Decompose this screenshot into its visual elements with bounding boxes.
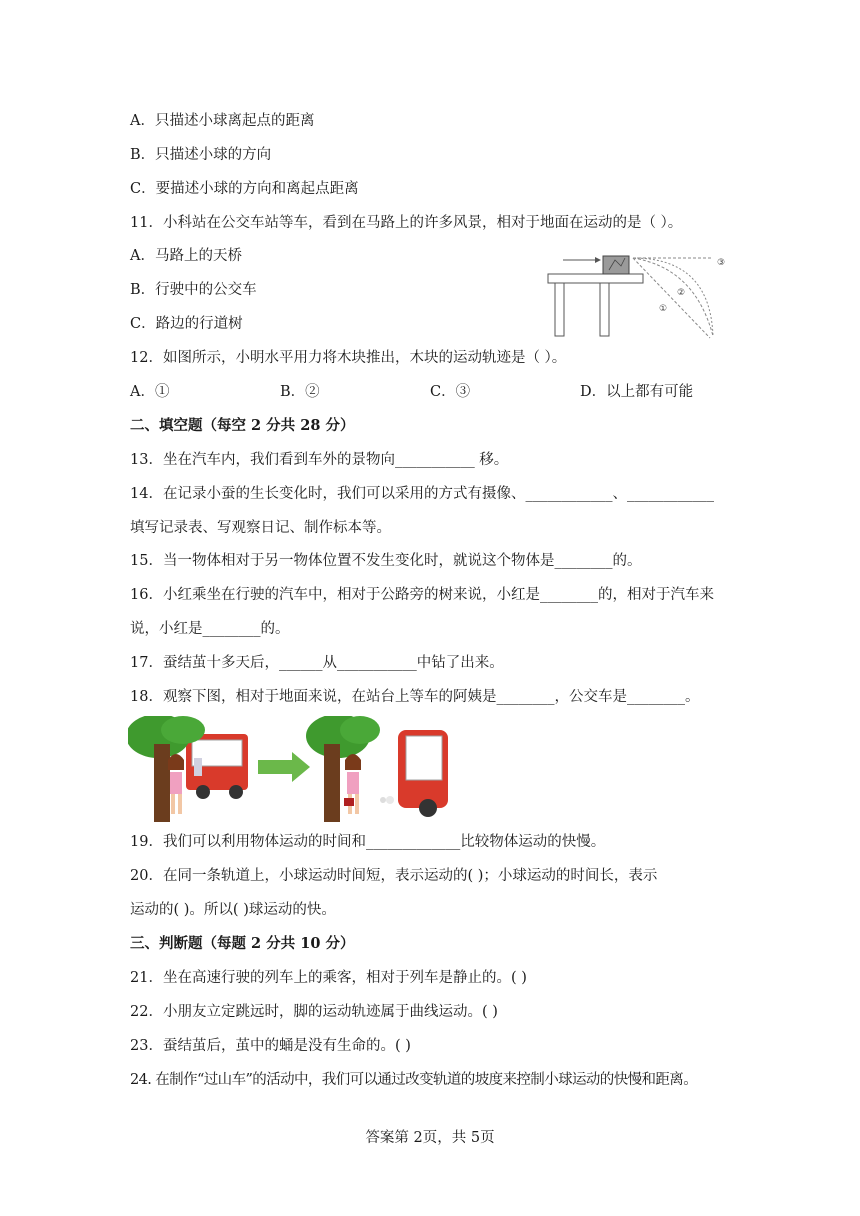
- q12-option-a: A．①: [130, 384, 170, 400]
- q24: 24. 在制作“过山车”的活动中，我们可以通过改变轨道的坡度来控制小球运动的快慢和距离。: [130, 1072, 698, 1088]
- q10-option-b: B．只描述小球的方向: [130, 147, 272, 163]
- q18: 18．观察下图，相对于地面来说，在站台上等车的阿姨是________，公交车是________。: [130, 689, 700, 705]
- q14-line2: 填写记录表、写观察日记、制作标本等。: [130, 520, 391, 536]
- q10-option-c: C．要描述小球的方向和离起点距离: [130, 181, 359, 197]
- trajectory-label-3: ③: [717, 258, 726, 268]
- section3-title: 三、判断题（每题 2 分共 10 分）: [130, 935, 355, 952]
- section2-title: 二、填空题（每空 2 分共 28 分）: [130, 417, 355, 434]
- q13: 13．坐在汽车内，我们看到车外的景物向___________ 移。: [130, 452, 509, 468]
- q16-line1: 16．小红乘坐在行驶的汽车中，相对于公路旁的树来说，小红是________的，相对于汽车来: [130, 587, 714, 603]
- q23: 23．蚕结茧后，茧中的蛹是没有生命的。( ): [130, 1038, 411, 1054]
- q19: 19．我们可以利用物体运动的时间和_____________比较物体运动的快慢。: [130, 834, 606, 850]
- q11-stem: 11．小科站在公交车站等车，看到在马路上的许多风景，相对于地面在运动的是（ ）。: [130, 215, 683, 231]
- q12-option-c: C．③: [430, 384, 471, 400]
- trajectory-label-1: ①: [659, 304, 668, 314]
- trajectory-label-2: ②: [677, 288, 686, 298]
- q14-line1: 14．在记录小蚕的生长变化时，我们可以采用的方式有摄像、____________、____________: [130, 486, 714, 502]
- q12-stem: 12．如图所示，小明水平用力将木块推出，木块的运动轨迹是（ ）。: [130, 350, 567, 366]
- q11-option-c: C．路边的行道树: [130, 316, 243, 332]
- bus-stop-scene-figure: [128, 716, 448, 822]
- q16-line2: 说，小红是________的。: [130, 621, 290, 637]
- q11-option-b: B．行驶中的公交车: [130, 282, 257, 298]
- q21: 21．坐在高速行驶的列车上的乘客，相对于列车是静止的。( ): [130, 970, 527, 986]
- q12-option-d: D．以上都有可能: [580, 384, 694, 400]
- q20-line1: 20．在同一条轨道上，小球运动时间短，表示运动的( )；小球运动的时间长，表示: [130, 868, 658, 884]
- q20-line2: 运动的( )。所以( )球运动的快。: [130, 902, 336, 918]
- q11-option-a: A．马路上的天桥: [130, 248, 242, 264]
- q22: 22．小朋友立定跳远时，脚的运动轨迹属于曲线运动。( ): [130, 1004, 498, 1020]
- table-block-trajectory-figure: [545, 248, 730, 340]
- page-footer: 答案第 2页，共 5页: [365, 1130, 495, 1146]
- q10-option-a: A．只描述小球离起点的距离: [130, 113, 315, 129]
- q17: 17．蚕结茧十多天后，______从___________中钻了出来。: [130, 655, 504, 671]
- q12-option-b: B．②: [280, 384, 320, 400]
- q15: 15．当一物体相对于另一物体位置不发生变化时，就说这个物体是________的。: [130, 553, 642, 569]
